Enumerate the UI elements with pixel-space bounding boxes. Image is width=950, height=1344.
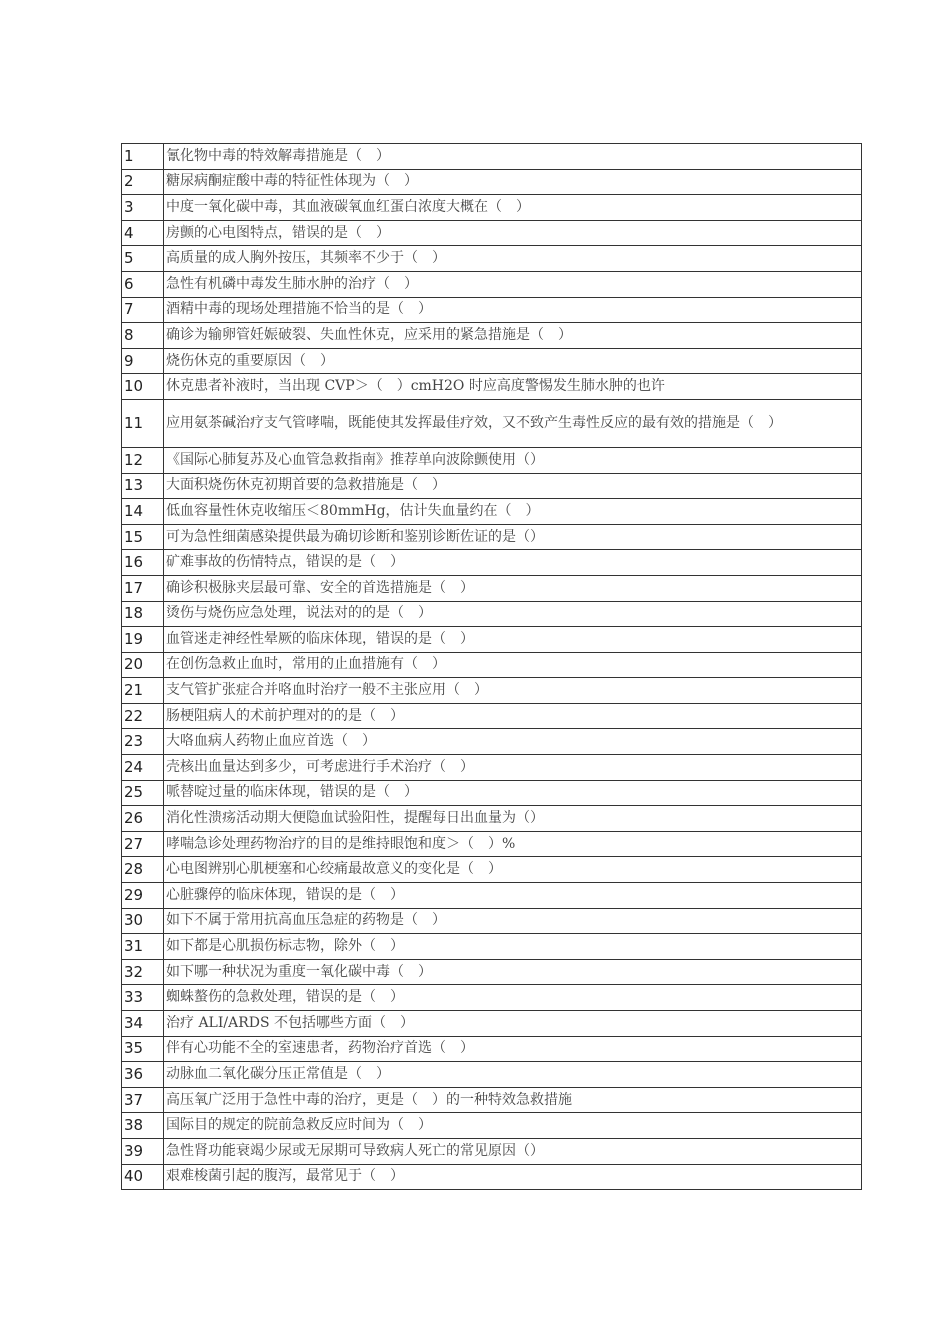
question-number: 22 [122,703,164,729]
table-row [122,348,862,374]
table-row [122,985,862,1011]
question-number: 27 [122,831,164,857]
table-row [122,755,862,781]
table-row [122,524,862,550]
question-number: 24 [122,755,164,781]
table-row [122,1164,862,1190]
question-text: 确诊为输卵管妊娠破裂、失血性休克，应采用的紧急措施是（ ） [164,323,862,349]
table-row [122,169,862,195]
table-row [122,220,862,246]
table-row [122,374,862,400]
question-number: 3 [122,195,164,221]
table-row [122,575,862,601]
question-text: 休克患者补液时，当出现 CVP＞（ ）cmH2O 时应高度警惕发生肺水肿的也许 [164,374,862,400]
question-number: 5 [122,246,164,272]
table-row [122,1138,862,1164]
question-number: 35 [122,1036,164,1062]
question-number: 18 [122,601,164,627]
question-text: 伴有心功能不全的室速患者，药物治疗首选（ ） [164,1036,862,1062]
question-number: 4 [122,220,164,246]
table-row [122,399,862,447]
question-text: 氰化物中毒的特效解毒措施是（ ） [164,144,862,170]
question-text: 血管迷走神经性晕厥的临床体现，错误的是（ ） [164,627,862,653]
question-number: 25 [122,780,164,806]
question-text: 应用氨茶碱治疗支气管哮喘，既能使其发挥最佳疗效，又不致产生毒性反应的最有效的措施是（ ） [164,399,862,447]
question-text: 哌替啶过量的临床体现，错误的是（ ） [164,780,862,806]
table-row [122,195,862,221]
question-number: 32 [122,959,164,985]
question-text: 酒精中毒的现场处理措施不恰当的是（ ） [164,297,862,323]
table-row [122,1113,862,1139]
question-number: 36 [122,1062,164,1088]
question-number: 15 [122,524,164,550]
table-row [122,780,862,806]
table-row [122,550,862,576]
question-number: 2 [122,169,164,195]
question-number: 7 [122,297,164,323]
question-text: 可为急性细菌感染提供最为确切诊断和鉴别诊断佐证的是（） [164,524,862,550]
question-text: 中度一氧化碳中毒，其血液碳氧血红蛋白浓度大概在（ ） [164,195,862,221]
question-number: 28 [122,857,164,883]
question-text: 高压氧广泛用于急性中毒的治疗，更是（ ）的一种特效急救措施 [164,1087,862,1113]
question-text: 《国际心肺复苏及心血管急救指南》推荐单向波除颤使用（） [164,447,862,473]
table-row [122,473,862,499]
table-row [122,246,862,272]
question-number: 31 [122,934,164,960]
table-row [122,1036,862,1062]
question-text: 治疗 ALI/ARDS 不包括哪些方面（ ） [164,1011,862,1037]
question-text: 低血容量性休克收缩压＜80mmHg，估计失血量约在（ ） [164,499,862,525]
table-row [122,703,862,729]
question-text: 大咯血病人药物止血应首选（ ） [164,729,862,755]
question-text: 心脏骤停的临床体现，错误的是（ ） [164,883,862,909]
question-number: 39 [122,1138,164,1164]
table-row [122,1062,862,1088]
table-row [122,678,862,704]
table-row [122,297,862,323]
question-number: 11 [122,399,164,447]
table-row [122,729,862,755]
table-row [122,447,862,473]
table-row [122,934,862,960]
question-number: 12 [122,447,164,473]
table-row [122,1087,862,1113]
questions-table-body [122,144,862,1190]
question-number: 30 [122,908,164,934]
question-number: 21 [122,678,164,704]
question-number: 34 [122,1011,164,1037]
question-text: 艰难梭菌引起的腹泻，最常见于（ ） [164,1164,862,1190]
question-text: 蜘蛛螯伤的急救处理，错误的是（ ） [164,985,862,1011]
question-number: 20 [122,652,164,678]
question-number: 17 [122,575,164,601]
question-number: 13 [122,473,164,499]
question-text: 房颤的心电图特点，错误的是（ ） [164,220,862,246]
table-row [122,806,862,832]
question-text: 心电图辨别心肌梗塞和心绞痛最故意义的变化是（ ） [164,857,862,883]
question-number: 19 [122,627,164,653]
question-text: 糖尿病酮症酸中毒的特征性体现为（ ） [164,169,862,195]
question-text: 哮喘急诊处理药物治疗的目的是维持眼饱和度＞（ ）% [164,831,862,857]
question-number: 16 [122,550,164,576]
question-number: 38 [122,1113,164,1139]
question-number: 29 [122,883,164,909]
question-number: 14 [122,499,164,525]
question-text: 烧伤休克的重要原因（ ） [164,348,862,374]
question-number: 26 [122,806,164,832]
question-number: 33 [122,985,164,1011]
questions-table [121,143,862,1190]
question-text: 如下不属于常用抗高血压急症的药物是（ ） [164,908,862,934]
question-text: 消化性溃疡活动期大便隐血试验阳性，提醒每日出血量为（） [164,806,862,832]
table-row [122,271,862,297]
table-row [122,323,862,349]
question-number: 23 [122,729,164,755]
question-text: 国际目的规定的院前急救反应时间为（ ） [164,1113,862,1139]
question-number: 37 [122,1087,164,1113]
question-text: 大面积烧伤休克初期首要的急救措施是（ ） [164,473,862,499]
table-row [122,1011,862,1037]
question-text: 确诊积极脉夹层最可靠、安全的首选措施是（ ） [164,575,862,601]
table-row [122,831,862,857]
table-row [122,499,862,525]
table-row [122,144,862,170]
table-row [122,652,862,678]
question-number: 8 [122,323,164,349]
question-number: 1 [122,144,164,170]
question-text: 矿难事故的伤情特点，错误的是（ ） [164,550,862,576]
question-text: 急性肾功能衰竭少尿或无尿期可导致病人死亡的常见原因（） [164,1138,862,1164]
question-number: 9 [122,348,164,374]
table-row [122,857,862,883]
question-text: 壳核出血量达到多少，可考虑进行手术治疗（ ） [164,755,862,781]
question-text: 如下哪一种状况为重度一氧化碳中毒（ ） [164,959,862,985]
table-row [122,908,862,934]
table-row [122,959,862,985]
table-row [122,883,862,909]
question-text: 支气管扩张症合并咯血时治疗一般不主张应用（ ） [164,678,862,704]
table-row [122,627,862,653]
question-text: 在创伤急救止血时，常用的止血措施有（ ） [164,652,862,678]
question-text: 急性有机磷中毒发生肺水肿的治疗（ ） [164,271,862,297]
table-row [122,601,862,627]
question-text: 肠梗阻病人的术前护理对的的是（ ） [164,703,862,729]
question-number: 40 [122,1164,164,1190]
question-number: 10 [122,374,164,400]
question-text: 如下都是心肌损伤标志物，除外（ ） [164,934,862,960]
question-text: 烫伤与烧伤应急处理，说法对的的是（ ） [164,601,862,627]
question-text: 高质量的成人胸外按压，其频率不少于（ ） [164,246,862,272]
question-number: 6 [122,271,164,297]
question-text: 动脉血二氧化碳分压正常值是（ ） [164,1062,862,1088]
